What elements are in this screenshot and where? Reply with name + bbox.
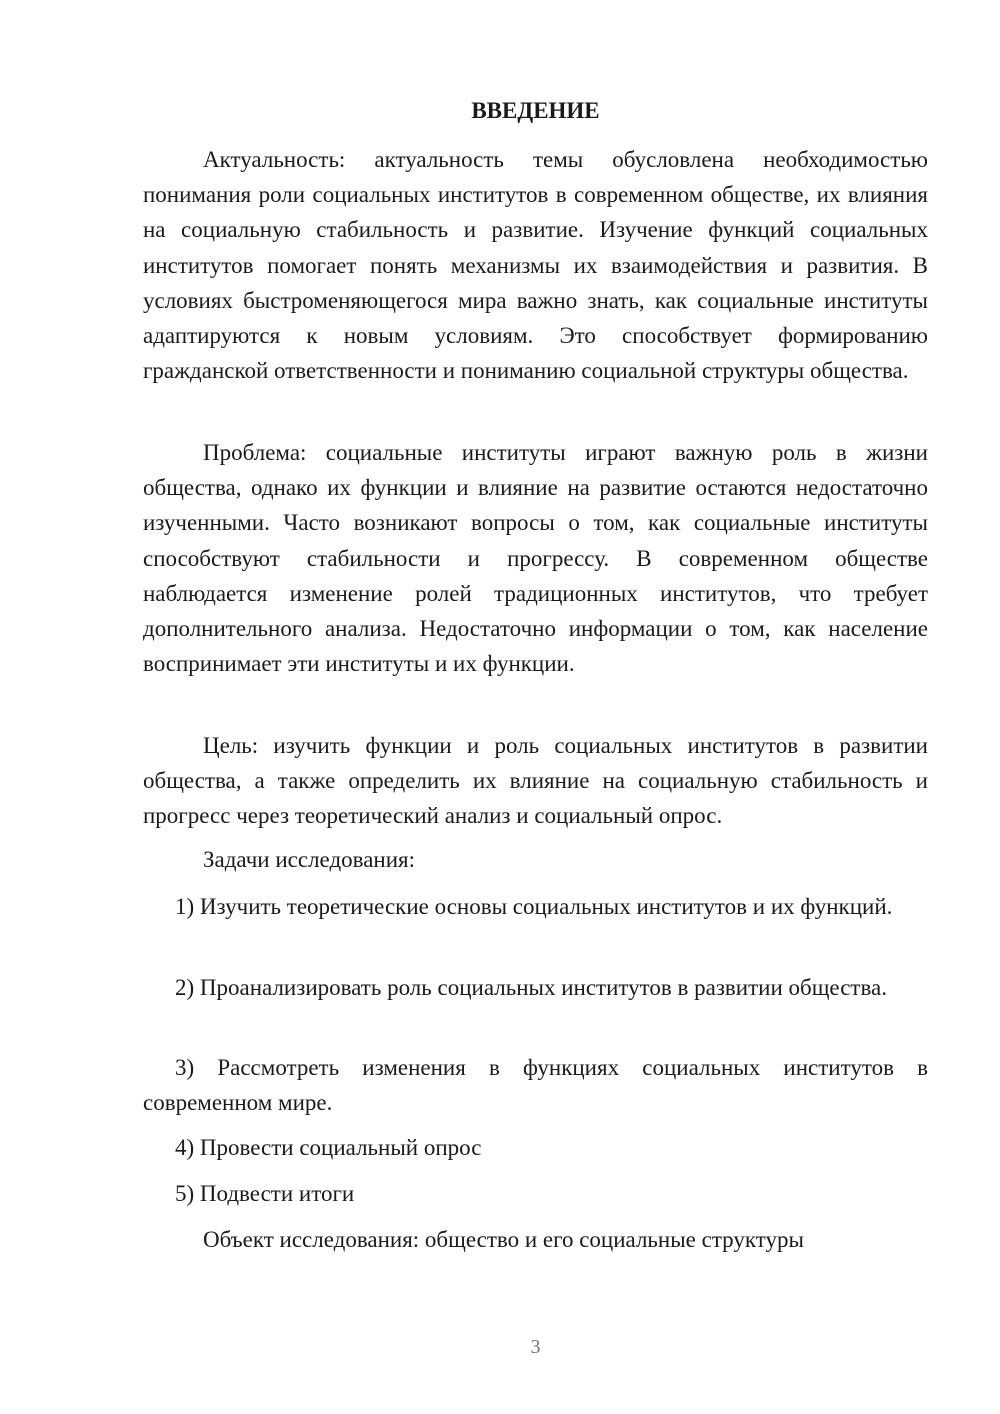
relevance-paragraph: Актуальность: актуальность темы обусловлена необходимостью понимания роли социальных институтов в современном обществе, их влияния на социальную стабильность и развитие. Изучение функций социальных институтов помогает понять механизмы их взаимодействия и развития. В условиях быстроменяющегося мира важно знать, как социальные институты адаптируются к новым условиям. Это способствует формированию гражданской ответственности и пониманию социальной структуры общества. (143, 147, 928, 384)
goal-paragraph: Цель: изучить функции и роль социальных институтов в развитии общества, а также определить их влияние на социальную стабильность и прогресс через теоретический анализ и социальный опрос. (143, 733, 928, 829)
object-paragraph: Объект исследования: общество и его социальные структуры (203, 1227, 804, 1252)
task-item-3: 3) Рассмотреть изменения в функциях социальных институтов в современном мире. (143, 1055, 928, 1116)
document-page (143, 0, 928, 1414)
tasks-heading: Задачи исследования: (203, 847, 416, 872)
task-item-4: 4) Провести социальный опрос (175, 1135, 482, 1160)
section-heading: ВВЕДЕНИЕ (471, 98, 600, 123)
task-item-1: 1) Изучить теоретические основы социальных институтов и их функций. (175, 894, 893, 919)
problem-paragraph: Проблема: социальные институты играют важную роль в жизни общества, однако их функции и влияние на развитие остаются недостаточно изученными. Часто возникают вопросы о том, как социальные институты способствуют стабильности и прогрессу. В современном обществе наблюдается изменение ролей традиционных институтов, что требует дополнительного анализа. Недостаточно информации о том, как население воспринимает эти институты и их функции. (143, 440, 928, 677)
task-item-5: 5) Подвести итоги (175, 1181, 355, 1206)
page-number: 3 (530, 1336, 541, 1358)
task-item-2: 2) Проанализировать роль социальных институтов в развитии общества. (175, 975, 887, 1000)
